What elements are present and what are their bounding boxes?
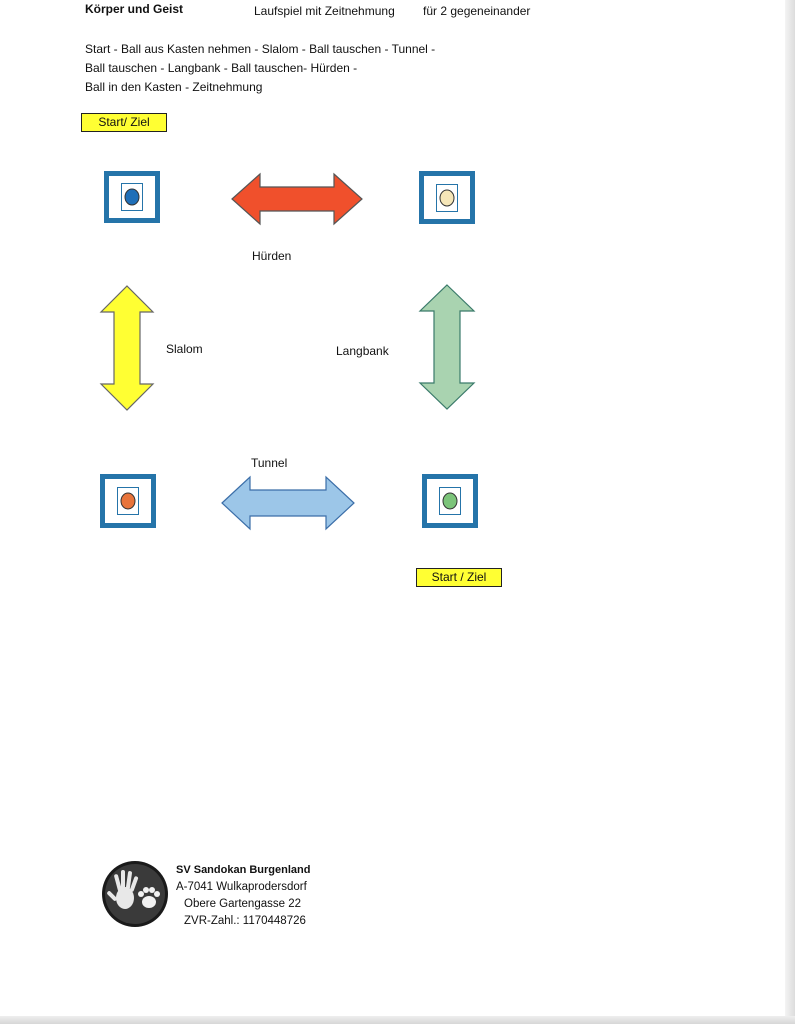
club-address — [176, 862, 310, 930]
ball-green — [443, 493, 458, 510]
club-city: A-7041 Wulkaprodersdorf — [176, 881, 307, 893]
slalom-arrow — [101, 286, 153, 410]
tunnel-arrow — [222, 477, 354, 529]
document-subtitle: Laufspiel mit Zeitnehmung — [254, 4, 395, 18]
label-hurdles: Hürden — [252, 249, 292, 263]
route-line: Start - Ball aus Kasten nehmen - Slalom - Ball tauschen - Tunnel - — [85, 42, 436, 56]
label-slalom: Slalom — [166, 342, 203, 356]
ball-box-top-left — [104, 171, 160, 223]
ball-box-top-right — [419, 171, 475, 224]
club-name: SV Sandokan Burgenland — [176, 864, 311, 876]
ball-box-bottom-right — [422, 474, 478, 528]
document-title: Körper und Geist — [85, 2, 184, 16]
start-finish-marker-top: Start/ Ziel — [81, 113, 167, 132]
route-line: Ball in den Kasten - Zeitnehmung — [85, 80, 263, 94]
club-logo — [101, 860, 169, 928]
ball-orange — [121, 493, 136, 510]
bench-arrow — [420, 285, 474, 409]
hurdles-arrow — [232, 174, 362, 224]
start-finish-marker-bottom: Start / Ziel — [416, 568, 502, 587]
club-street: Obere Gartengasse 22 — [184, 898, 301, 910]
club-zvr: ZVR-Zahl.: 1170448726 — [184, 915, 306, 927]
page-edge — [785, 0, 795, 1024]
participants-note: für 2 gegeneinander — [423, 4, 531, 18]
label-bench: Langbank — [336, 344, 389, 358]
ball-cream — [440, 189, 455, 206]
label-tunnel: Tunnel — [251, 456, 288, 470]
ball-blue — [125, 189, 140, 206]
page-edge-bottom — [0, 1016, 795, 1024]
route-line: Ball tauschen - Langbank - Ball tauschen- Hürden - — [85, 61, 358, 75]
route-description — [85, 40, 435, 97]
ball-box-bottom-left — [100, 474, 156, 528]
